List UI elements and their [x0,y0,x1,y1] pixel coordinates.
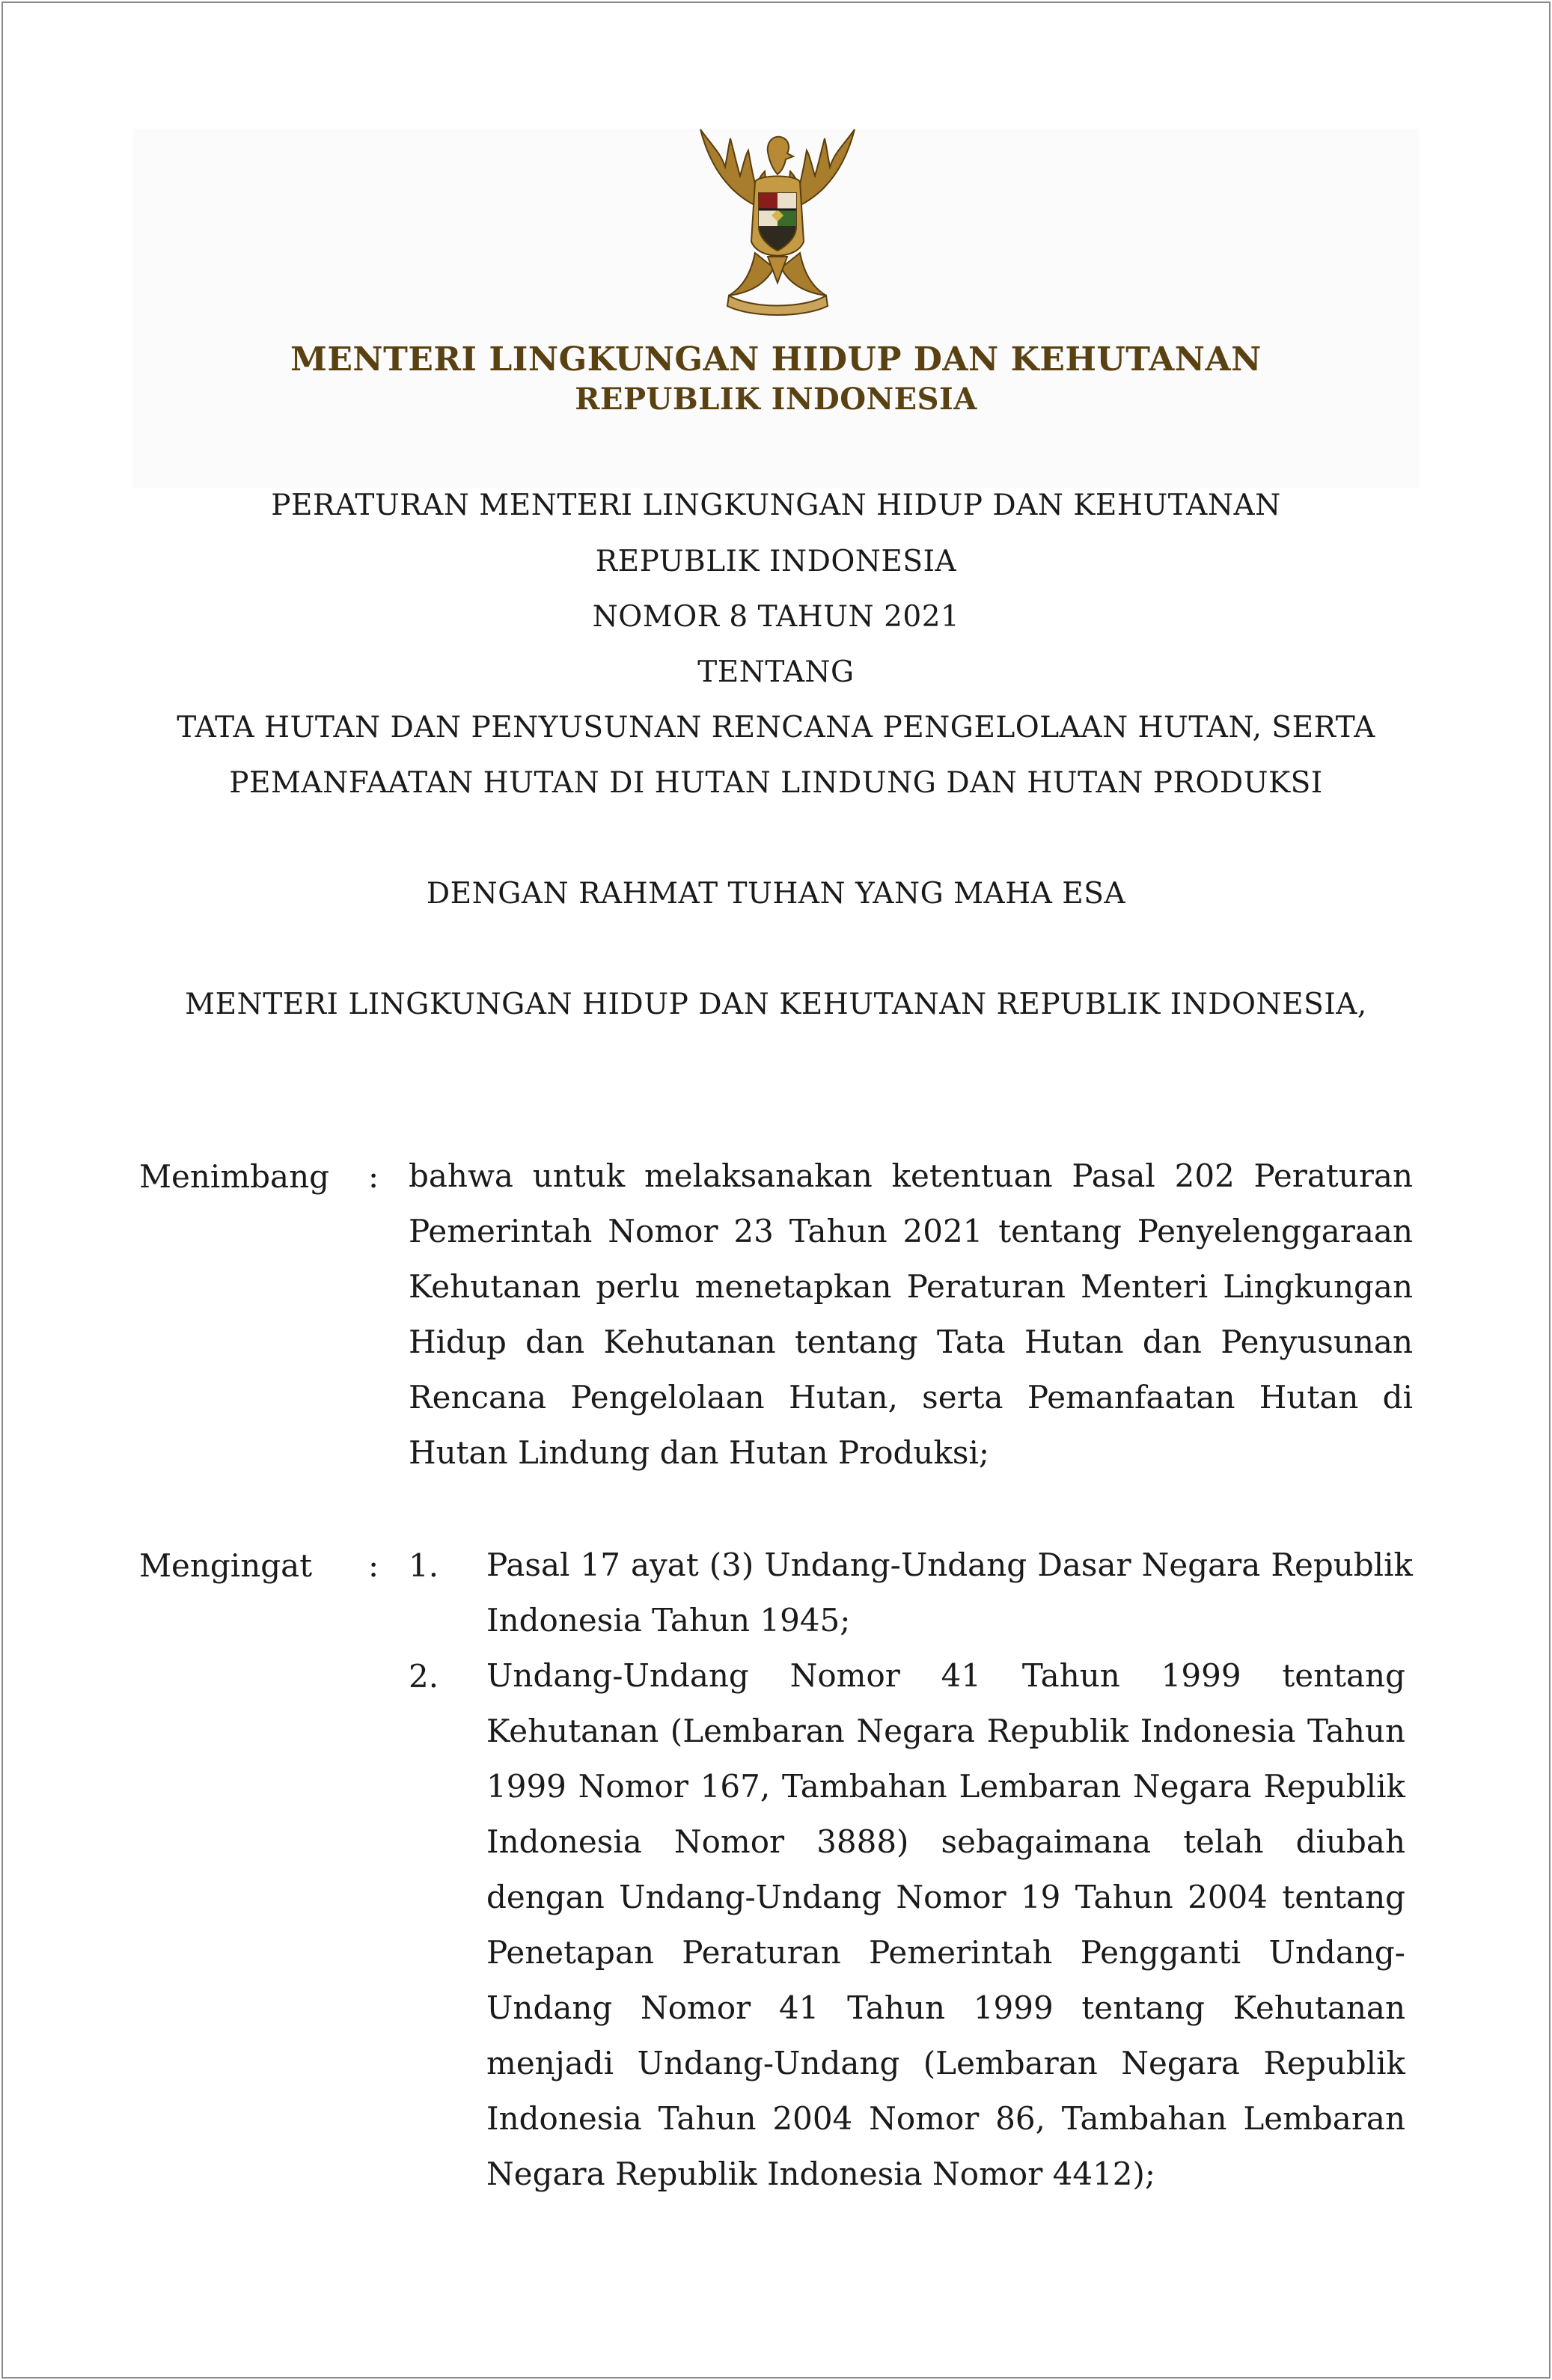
menimbang-colon: : [368,1158,379,1195]
mengingat-colon: : [368,1547,379,1584]
minister-heading: MENTERI LINGKUNGAN HIDUP DAN KEHUTANAN REPUBLIK INDONESIA, [185,988,1367,1021]
menimbang-text: bahwa untuk melaksanakan ketentuan Pasal 202 Peraturan Pemerintah Nomor 23 Tahun 2021 tentang Penyelenggaraan Kehutanan perlu menetapkan Peraturan Menteri Lingkungan Hidup dan Kehutanan tentang Tata Hutan dan Penyusunan Rencana Pengelolaan Hutan, serta Pemanfaatan Hutan di Hutan Lindung dan Hutan Produksi; [409,1157,1413,1471]
letterhead-country-name: REPUBLIK INDONESIA [575,382,977,417]
letterhead-ministry-name: MENTERI LINGKUNGAN HIDUP DAN KEHUTANAN [290,340,1262,379]
regulation-subject-line: TATA HUTAN DAN PENYUSUNAN RENCANA PENGELOLAAN HUTAN, SERTA [177,711,1375,744]
list-item-number: 1. [409,1547,439,1584]
regulation-about: TENTANG [697,655,855,689]
mengingat-label: Mengingat [139,1547,313,1584]
regulation-title-line: REPUBLIK INDONESIA [595,545,957,578]
invocation: DENGAN RAHMAT TUHAN YANG MAHA ESA [426,877,1126,911]
list-item: Pasal 17 ayat (3) Undang-Undang Dasar Negara Republik Indonesia Tahun 1945; [486,1547,1413,1639]
regulation-number: NOMOR 8 TAHUN 2021 [592,600,960,634]
menimbang-label: Menimbang [139,1158,330,1195]
garuda-emblem-icon [684,122,871,324]
list-item: Undang-Undang Nomor 41 Tahun 1999 tentang Kehutanan (Lembaran Negara Republik Indonesia Tahun 1999 Nomor 167, Tambahan Lembaran Negara Republik Indonesia Nomor 3888) sebagaimana telah diubah dengan Undang-Undang Nomor 19 Tahun 2004 tentang Penetapan Peraturan Pemerintah Pengganti Undang-Undang Nomor 41 Tahun 1999 tentang Kehutanan menjadi Undang-Undang (Lembaran Negara Republik Indonesia Tahun 2004 Nomor 86, Tambahan Lembaran Negara Republik Indonesia Nomor 4412); [486,1657,1405,2192]
regulation-subject-line: PEMANFAATAN HUTAN DI HUTAN LINDUNG DAN HUTAN PRODUKSI [229,766,1323,800]
list-item-number: 2. [409,1658,439,1695]
regulation-title-line: PERATURAN MENTERI LINGKUNGAN HIDUP DAN KEHUTANAN [271,489,1281,522]
